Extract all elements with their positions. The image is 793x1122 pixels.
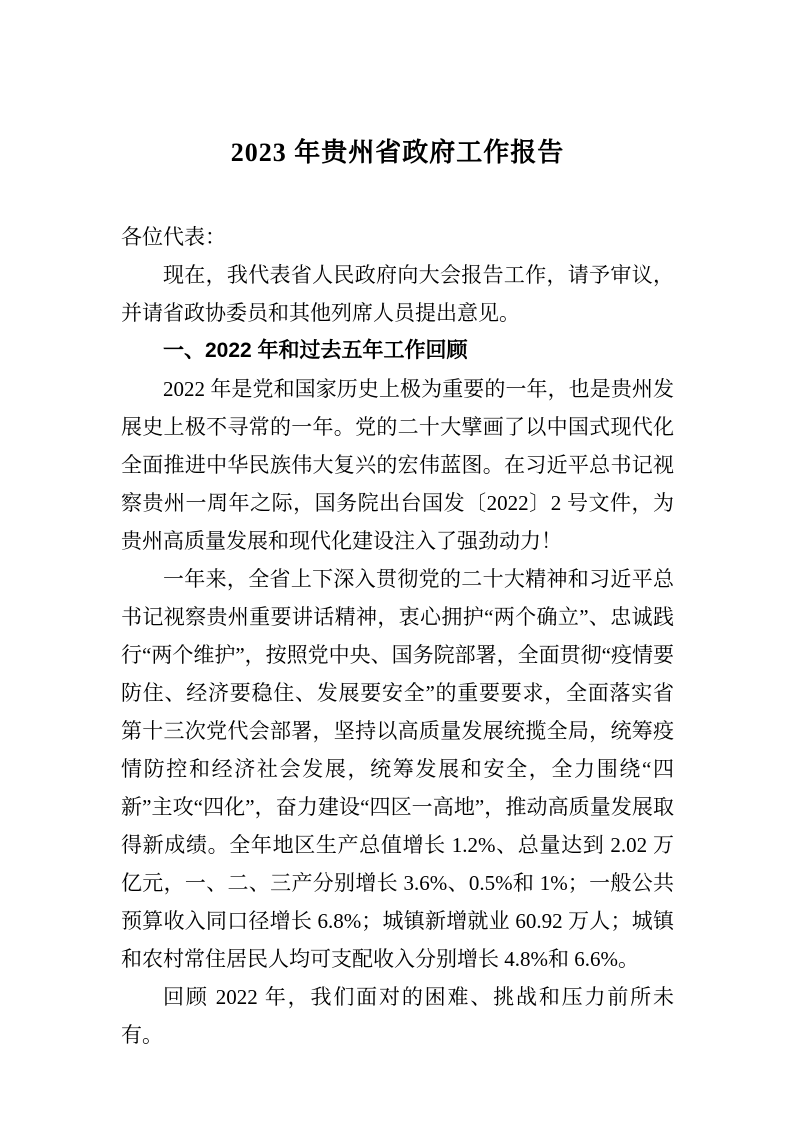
salutation-line: 各位代表： [121,225,226,249]
document-title: 2023 年贵州省政府工作报告 [230,138,565,167]
body-paragraph: 2022 年是党和国家历史上极为重要的一年，也是贵州发展史上极不寻常的一年。党的二十大擘画了以中国式现代化全面推进中华民族伟大复兴的宏伟蓝图。在习近平总书记视察贵州一周年之际，国务院出台国发〔2022〕2 号文件，为贵州高质量发展和现代化建设注入了强劲动力！ [121,377,674,553]
body-paragraph: 回顾 2022 年，我们面对的困难、挑战和压力前所未有。 [121,985,674,1047]
body-paragraph: 一年来，全省上下深入贯彻党的二十大精神和习近平总书记视察贵州重要讲话精神，衷心拥护“两个确立”、忠诚践行“两个维护”，按照党中央、国务院部署，全面贯彻“疫情要防住、经济要稳住、发展要安全”的重要要求，全面落实省第十三次党代会部署，坚持以高质量发展统揽全局，统筹疫情防控和经济社会发展，统筹发展和安全，全力围绕“四新”主攻“四化”，奋力建设“四区一高地”，推动高质量发展取得新成绩。全年地区生产总值增长 1.2%、总量达到 2.02 万亿元，一、二、三产分别增长 3.6%、0.5%和 1%；一般公共预算收入同口径增长 6.8%；城镇新增就业 60.92 万人；城镇和农村常住居民人均可支配收入分别增长 4.8%和 6.6%。 [121,567,674,971]
body-paragraph: 现在，我代表省人民政府向大会报告工作，请予审议，并请省政协委员和其他列席人员提出意见。 [121,263,674,325]
document-body [121,218,674,1054]
section-heading: 一、2022 年和过去五年工作回顾 [163,339,468,362]
